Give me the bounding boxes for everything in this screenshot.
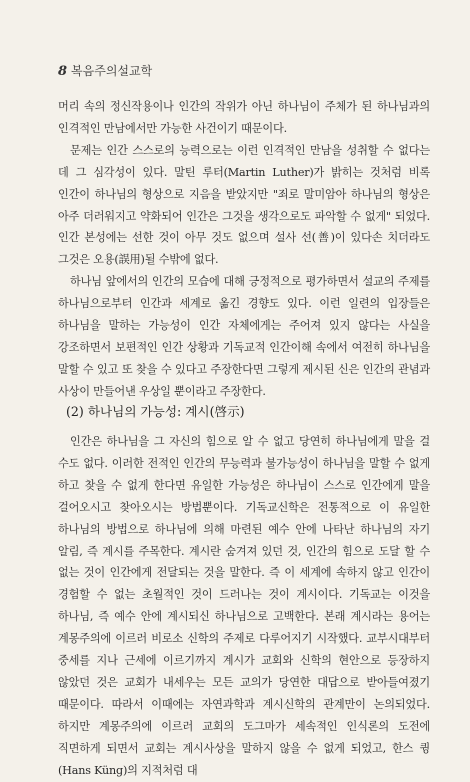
paragraph: 문제는 인간 스스로의 능력으로는 이런 인격적인 만남을 성취할 수 없다는 데 그 심각성이 있다. 말틴 루터(Martin Luther)가 밝히는 것처럼 비록 인간이 하나님의 형상으로 지음을 받았지만 "죄로 말미암아 하나님의 형상은 아주 더러워지고 약화되어 인간은 그것을 생각으로도 파악할 수 없게" 되었다. 인간 본성에는 선한 것이 아무 것도 없으며 설사 선(善)이 있다손 치더라도 그것은 오용(誤用)될 수밖에 없다.	[58, 143, 430, 267]
running-title: 복음주의설교학	[71, 64, 153, 78]
section-heading: (2) 하나님의 가능성: 계시(啓示)	[66, 404, 245, 419]
body-text-top	[58, 96, 430, 403]
paragraph: 하나님 앞에서의 인간의 모습에 대해 긍정적으로 평가하면서 설교의 주제를 하나님으로부터 인간과 세계로 옮긴 경향도 있다. 이런 일련의 입장들은 하나님을 말하는 가능성이 인간 자체에게는 주어져 있지 않다는 사실을 강조하면서 보편적인 인간 상황과 기독교적 인간이해 속에서 여전히 하나님을 말할 수 있고 또 찾을 수 있다고 주장한다면 그렇게 제시된 신은 인간의 관념과 사상이 만들어낸 우상일 뿐이라고 주장한다.	[58, 275, 430, 398]
body-text-bottom	[58, 431, 430, 782]
running-header	[58, 62, 152, 79]
page-number: 8	[58, 64, 68, 79]
paragraph: 머리 속의 정신작용이나 인간의 작위가 아닌 하나님이 주체가 된 하나님과의 인격적인 만남에서만 가능한 사건이기 때문이다.	[58, 100, 430, 135]
paragraph: 인간은 하나님을 그 자신의 힘으로 알 수 없고 당연히 하나님에게 말을 걸 수도 없다. 이러한 전적인 인간의 무능력과 불가능성이 하나님을 말할 수 없게 하고 찾을 수 없게 한다면 유일한 가능성은 하나님이 스스로 인간에게 말을 걸어오시고 찾아오시는 방법뿐이다. 기독교신학은 전통적으로 이 유일한 하나님의 방법으로 하나님에 의해 마련된 예수 안에 나타난 하나님의 자기 알림, 즉 계시를 주목한다. 계시란 숨겨져 있던 것, 인간의 힘으로 도달 할 수 없는 것이 인간에게 전달되는 것을 말한다. 즉 이 세계에 속하지 않고 인간이 경험할 수 없는 초월적인 것이 드러나는 것이 계시이다. 기독교는 이것을 하나님, 즉 예수 안에 계시되신 하나님으로 고백한다. 본래 계시라는 용어는 계몽주의에 이르러 비로소 신학의 주제로 다루어지기 시작했다. 교부시대부터 중세를 지나 근세에 이르기까지 계시가 교회와 신학의 현안으로 등장하지 않았던 것은 교회가 내세우는 모든 교의가 당연한 대답으로 받아들여졌기 때문이다. 따라서 이때에는 자연과학과 계시신학의 관계만이 논의되었다. 하지만 계몽주의에 이르러 교회의 도그마가 세속적인 인식론의 도전에 직면하게 되면서 교회는 계시사상을 말하지 않을 수 없게 되었고, 한스 큉(Hans Küng)의 지적처럼 대	[58, 435, 430, 777]
